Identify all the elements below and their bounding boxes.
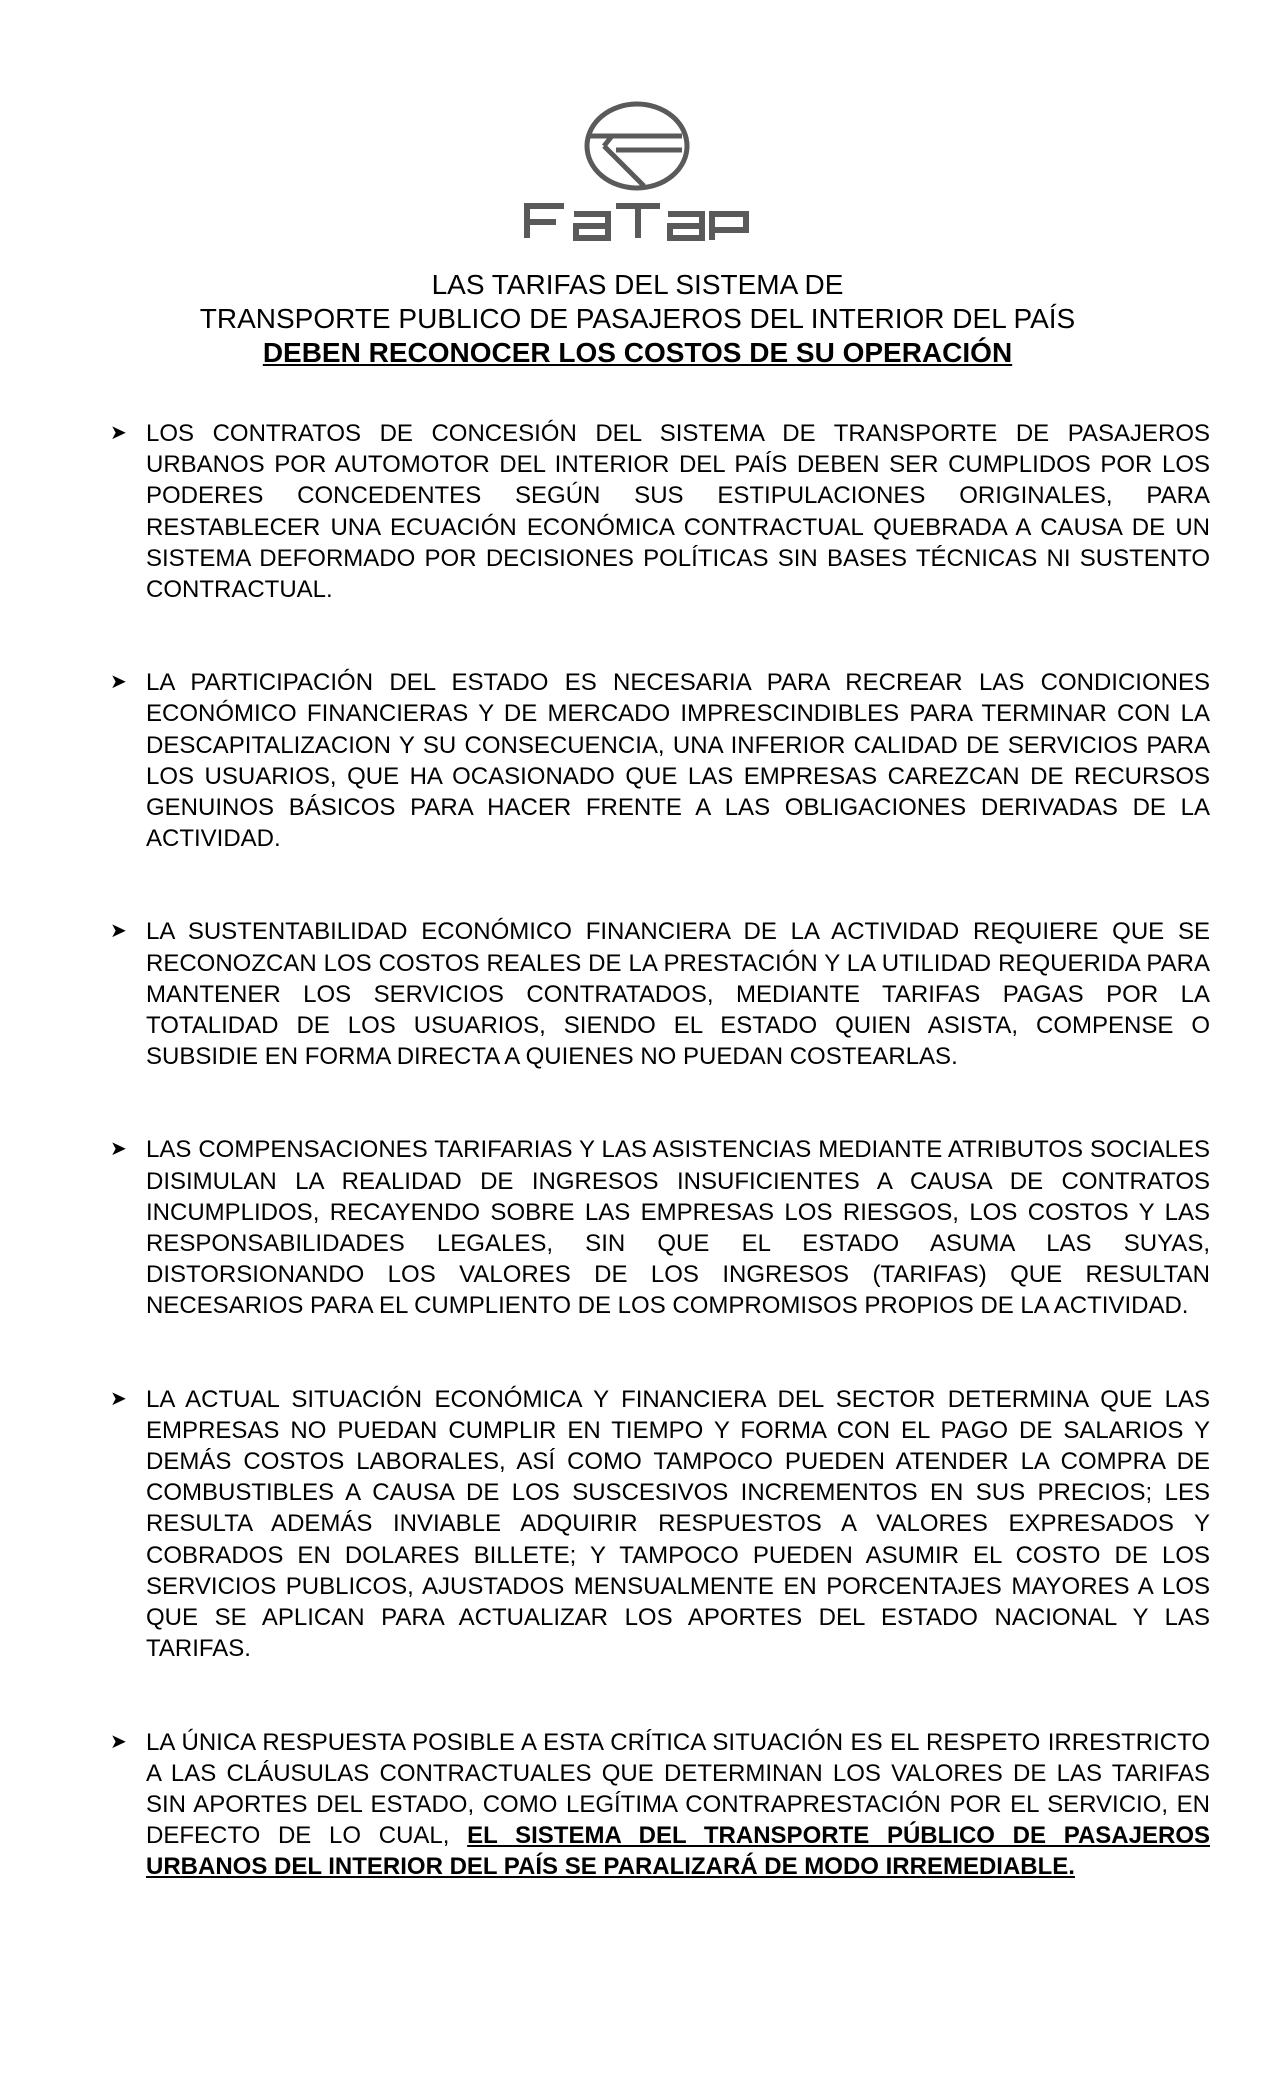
list-item-text: LA ACTUAL SITUACIÓN ECONÓMICA Y FINANCIERA DEL SECTOR DETERMINA QUE LAS EMPRESAS NO PUEDAN CUMPLIR EN TIEMPO Y FORMA CON EL PAGO DE SALARIOS Y DEMÁS COSTOS LABORALES, ASÍ COMO TAMPOCO PUEDEN ATENDER LA COMPRA DE COMBUSTIBLES A CAUSA DE LOS SUSCESIVOS INCREMENTOS EN SUS PRECIOS; LES RESULTA ADEMÁS INVIABLE ADQUIRIR RESPUESTOS A VALORES EXPRESADOS Y COBRADOS EN DOLARES BILLETE; Y TAMPOCO PUEDEN ASUMIR EL COSTO DE LOS SERVICIOS PUBLICOS, AJUSTADOS MENSUALMENTE EN PORCENTAJES MAYORES A LOS QUE SE APLICAN PARA ACTUALIZAR LOS APORTES DEL ESTADO NACIONAL Y LAS TARIFAS. xyxy=(146,1385,1210,1663)
list-item xyxy=(110,1727,1210,1883)
list-item xyxy=(110,916,1210,1072)
list-item xyxy=(110,1134,1210,1321)
title-line-3-emphasis: DEBEN RECONOCER LOS COSTOS DE SU OPERACIÓN xyxy=(262,337,1013,368)
list-item xyxy=(110,667,1210,854)
arrowhead-bullet-icon: ➤ xyxy=(110,920,127,943)
fatap-logo xyxy=(522,100,752,250)
arrowhead-bullet-icon: ➤ xyxy=(110,422,127,444)
list-item-text: LA SUSTENTABILIDAD ECONÓMICO FINANCIERA DE LA ACTIVIDAD REQUIERE QUE SE RECONOZCAN LOS COSTOS REALES DE LA PRESTACIÓN Y LA UTILIDAD REQUERIDA PARA MANTENER LOS SERVICIOS CONTRATADOS, MEDIANTE TARIFAS PAGAS POR LA TOTALIDAD DE LOS USUARIOS, SIENDO EL ESTADO QUIEN ASISTA, COMPENSE O SUBSIDIE EN FORMA DIRECTA A QUIENES NO PUEDAN COSTEARLAS. xyxy=(146,918,1210,1071)
title-line-1: LAS TARIFAS DEL SISTEMA DE xyxy=(431,269,844,300)
list-item xyxy=(110,1384,1210,1665)
list-item-emphasis: EL SISTEMA DEL TRANSPORTE PÚBLICO DE PASAJEROS URBANOS DEL INTERIOR DEL PAÍS SE PARALIZARÁ DE MODO IRREMEDIABLE. xyxy=(146,1822,1210,1881)
arrowhead-bullet-icon: ➤ xyxy=(110,1387,127,1410)
list-item xyxy=(110,418,1210,605)
list-item-text: LA ÚNICA RESPUESTA POSIBLE A ESTA CRÍTICA SITUACIÓN ES EL RESPETO IRRESTRICTO A LAS CLÁUSULAS CONTRACTUALES QUE DETERMINAN LOS VALORES DE LAS TARIFAS SIN APORTES DEL ESTADO, COMO LEGÍTIMA CONTRAPRESTACIÓN POR EL SERVICIO, EN DEFECTO DE LO CUAL, xyxy=(146,1728,1210,1850)
bullet-list xyxy=(110,418,1210,1883)
fatap-wordmark xyxy=(522,200,752,242)
list-item-text: LA PARTICIPACIÓN DEL ESTADO ES NECESARIA PARA RECREAR LAS CONDICIONES ECONÓMICO FINANCIERAS Y DE MERCADO IMPRESCINDIBLES PARA TERMINAR CON LA DESCAPITALIZACION Y SU CONSECUENCIA, UNA INFERIOR CALIDAD DE SERVICIOS PARA LOS USUARIOS, QUE HA OCASIONADO QUE LAS EMPRESAS CAREZCAN DE RECURSOS GENUINOS BÁSICOS PARA HACER FRENTE A LAS OBLIGACIONES DERIVADAS DE LA ACTIVIDAD. xyxy=(146,669,1210,853)
arrowhead-bullet-icon: ➤ xyxy=(110,1730,127,1753)
arrowhead-bullet-icon: ➤ xyxy=(110,1138,127,1161)
document-title xyxy=(0,268,1275,370)
arrowhead-bullet-icon: ➤ xyxy=(110,671,127,694)
list-item-text: LAS COMPENSACIONES TARIFARIAS Y LAS ASISTENCIAS MEDIANTE ATRIBUTOS SOCIALES DISIMULAN LA REALIDAD DE INGRESOS INSUFICIENTES A CAUSA DE CONTRATOS INCUMPLIDOS, RECAYENDO SOBRE LAS EMPRESAS LOS RIESGOS, LOS COSTOS Y LAS RESPONSABILIDADES LEGALES, SIN QUE EL ESTADO ASUMA LAS SUYAS, DISTORSIONANDO LOS VALORES DE LOS INGRESOS (TARIFAS) QUE RESULTAN NECESARIOS PARA EL CUMPLIENTO DE LOS COMPROMISOS PROPIOS DE LA ACTIVIDAD. xyxy=(146,1136,1210,1320)
list-item-text: LOS CONTRATOS DE CONCESIÓN DEL SISTEMA DE TRANSPORTE DE PASAJEROS URBANOS POR AUTOMOTOR DEL INTERIOR DEL PAÍS DEBEN SER CUMPLIDOS POR LOS PODERES CONCEDENTES SEGÚN SUS ESTIPULACIONES ORIGINALES, PARA RESTABLECER UNA ECUACIÓN ECONÓMICA CONTRACTUAL QUEBRADA A CAUSA DE UN SISTEMA DEFORMADO POR DECISIONES POLÍTICAS SIN BASES TÉCNICAS NI SUSTENTO CONTRACTUAL. xyxy=(146,420,1210,604)
fatap-emblem-icon xyxy=(582,100,692,192)
title-line-2: TRANSPORTE PUBLICO DE PASAJEROS DEL INTERIOR DEL PAÍS xyxy=(199,303,1076,334)
